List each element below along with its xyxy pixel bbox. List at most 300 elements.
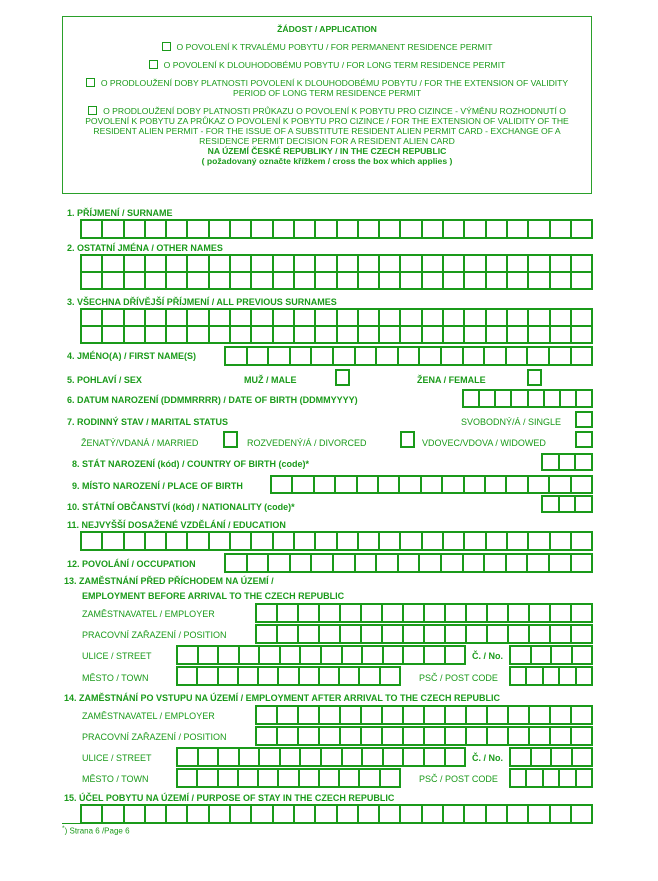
- character-cell[interactable]: [82, 221, 103, 237]
- character-cell[interactable]: [532, 647, 553, 663]
- character-cell[interactable]: [146, 533, 167, 549]
- character-cell[interactable]: [167, 327, 188, 342]
- character-cell[interactable]: [257, 728, 278, 744]
- character-cell[interactable]: [380, 327, 401, 342]
- character-cell[interactable]: [401, 273, 422, 288]
- character-cell[interactable]: [103, 327, 124, 342]
- character-cell[interactable]: [359, 221, 380, 237]
- character-cell[interactable]: [210, 273, 231, 288]
- character-cell[interactable]: [509, 626, 530, 642]
- character-cell[interactable]: [404, 728, 425, 744]
- character-cell[interactable]: [188, 327, 209, 342]
- character-cell[interactable]: [465, 477, 486, 492]
- character-cell[interactable]: [444, 310, 465, 325]
- character-cell[interactable]: [338, 221, 359, 237]
- character-cell[interactable]: [146, 221, 167, 237]
- character-cell[interactable]: [336, 477, 357, 492]
- character-cell[interactable]: [291, 555, 313, 571]
- character-cell[interactable]: [338, 310, 359, 325]
- character-cell[interactable]: [210, 533, 231, 549]
- character-cell[interactable]: [423, 273, 444, 288]
- character-cell[interactable]: [210, 221, 231, 237]
- date-of-birth-cells[interactable]: [462, 389, 593, 408]
- character-cell[interactable]: [301, 749, 322, 765]
- character-cell[interactable]: [487, 310, 508, 325]
- character-cell[interactable]: [231, 273, 252, 288]
- character-cell[interactable]: [125, 806, 146, 822]
- character-cell[interactable]: [464, 348, 486, 364]
- character-cell[interactable]: [231, 221, 252, 237]
- character-cell[interactable]: [274, 806, 295, 822]
- character-cell[interactable]: [315, 477, 336, 492]
- character-cell[interactable]: [188, 533, 209, 549]
- character-cell[interactable]: [167, 533, 188, 549]
- character-cell[interactable]: [551, 533, 572, 549]
- character-cell[interactable]: [529, 273, 550, 288]
- character-cell[interactable]: [551, 327, 572, 342]
- checkbox-icon[interactable]: [149, 60, 158, 69]
- character-cell[interactable]: [465, 221, 486, 237]
- nationality-cells[interactable]: [541, 495, 593, 513]
- character-cell[interactable]: [178, 647, 199, 663]
- character-cell[interactable]: [338, 327, 359, 342]
- character-cell[interactable]: [167, 806, 188, 822]
- character-cell[interactable]: [316, 221, 337, 237]
- character-cell[interactable]: [103, 221, 124, 237]
- character-cell[interactable]: [252, 533, 273, 549]
- character-cell[interactable]: [485, 555, 507, 571]
- character-cell[interactable]: [338, 533, 359, 549]
- character-cell[interactable]: [210, 310, 231, 325]
- character-cell[interactable]: [572, 221, 591, 237]
- character-cell[interactable]: [316, 327, 337, 342]
- character-cell[interactable]: [231, 256, 252, 271]
- character-cell[interactable]: [167, 256, 188, 271]
- character-cell[interactable]: [274, 310, 295, 325]
- character-cell[interactable]: [383, 605, 404, 621]
- character-cell[interactable]: [320, 728, 341, 744]
- character-cell[interactable]: [444, 806, 465, 822]
- character-cell[interactable]: [274, 327, 295, 342]
- character-cell[interactable]: [363, 647, 384, 663]
- option-extension-long-term[interactable]: O PRODLOUŽENÍ DOBY PLATNOSTI POVOLENÍ K DLOUHODOBÉMU POBYTU / FOR THE EXTENSION OF VALIDITY: [67, 78, 587, 88]
- character-cell[interactable]: [551, 221, 572, 237]
- character-cell[interactable]: [299, 728, 320, 744]
- divorced-checkbox[interactable]: [400, 431, 415, 448]
- character-cell[interactable]: [529, 221, 550, 237]
- position-cells-after[interactable]: [255, 726, 593, 746]
- character-cell[interactable]: [467, 626, 488, 642]
- character-cell[interactable]: [572, 310, 591, 325]
- character-cell[interactable]: [322, 647, 343, 663]
- character-cell[interactable]: [573, 749, 592, 765]
- married-checkbox[interactable]: [223, 431, 238, 448]
- character-cell[interactable]: [291, 348, 313, 364]
- character-cell[interactable]: [198, 668, 218, 684]
- character-cell[interactable]: [360, 668, 380, 684]
- character-cell[interactable]: [219, 770, 239, 786]
- character-cell[interactable]: [422, 477, 443, 492]
- character-cell[interactable]: [508, 256, 529, 271]
- character-cell[interactable]: [341, 605, 362, 621]
- character-cell[interactable]: [425, 626, 446, 642]
- character-cell[interactable]: [240, 749, 261, 765]
- character-cell[interactable]: [334, 348, 356, 364]
- checkbox-icon[interactable]: [88, 106, 97, 115]
- character-cell[interactable]: [340, 770, 360, 786]
- character-cell[interactable]: [257, 707, 278, 723]
- character-cell[interactable]: [487, 221, 508, 237]
- character-cell[interactable]: [295, 273, 316, 288]
- first-names-cells[interactable]: [224, 346, 593, 366]
- character-cell[interactable]: [508, 221, 529, 237]
- character-cell[interactable]: [299, 605, 320, 621]
- character-cell[interactable]: [487, 327, 508, 342]
- character-cell[interactable]: [269, 348, 291, 364]
- character-cell[interactable]: [529, 533, 550, 549]
- character-cell[interactable]: [485, 348, 507, 364]
- character-cell[interactable]: [560, 770, 576, 786]
- character-cell[interactable]: [341, 626, 362, 642]
- character-cell[interactable]: [528, 348, 550, 364]
- character-cell[interactable]: [293, 477, 314, 492]
- character-cell[interactable]: [146, 256, 167, 271]
- character-cell[interactable]: [560, 497, 577, 511]
- character-cell[interactable]: [572, 327, 591, 342]
- character-cell[interactable]: [550, 348, 572, 364]
- character-cell[interactable]: [572, 533, 591, 549]
- character-cell[interactable]: [178, 749, 199, 765]
- position-cells-before[interactable]: [255, 624, 593, 644]
- character-cell[interactable]: [381, 770, 399, 786]
- character-cell[interactable]: [343, 749, 364, 765]
- street-cells-after[interactable]: [176, 747, 466, 767]
- character-cell[interactable]: [362, 728, 383, 744]
- character-cell[interactable]: [423, 221, 444, 237]
- character-cell[interactable]: [425, 728, 446, 744]
- character-cell[interactable]: [404, 605, 425, 621]
- character-cell[interactable]: [384, 749, 405, 765]
- character-cell[interactable]: [272, 477, 293, 492]
- character-cell[interactable]: [560, 455, 577, 469]
- character-cell[interactable]: [465, 256, 486, 271]
- character-cell[interactable]: [167, 310, 188, 325]
- character-cell[interactable]: [103, 310, 124, 325]
- character-cell[interactable]: [103, 273, 124, 288]
- character-cell[interactable]: [383, 707, 404, 723]
- character-cell[interactable]: [278, 626, 299, 642]
- character-cell[interactable]: [278, 707, 299, 723]
- character-cell[interactable]: [550, 555, 572, 571]
- character-cell[interactable]: [226, 555, 248, 571]
- character-cell[interactable]: [231, 806, 252, 822]
- character-cell[interactable]: [573, 647, 592, 663]
- character-cell[interactable]: [295, 221, 316, 237]
- character-cell[interactable]: [341, 728, 362, 744]
- character-cell[interactable]: [572, 728, 591, 744]
- character-cell[interactable]: [257, 626, 278, 642]
- male-checkbox[interactable]: [335, 369, 350, 386]
- character-cell[interactable]: [577, 770, 591, 786]
- education-cells[interactable]: [80, 531, 593, 551]
- character-cell[interactable]: [384, 647, 405, 663]
- character-cell[interactable]: [577, 668, 591, 684]
- character-cell[interactable]: [188, 273, 209, 288]
- character-cell[interactable]: [338, 273, 359, 288]
- character-cell[interactable]: [295, 806, 316, 822]
- character-cell[interactable]: [188, 310, 209, 325]
- character-cell[interactable]: [404, 626, 425, 642]
- character-cell[interactable]: [529, 256, 550, 271]
- character-cell[interactable]: [188, 256, 209, 271]
- character-cell[interactable]: [281, 749, 302, 765]
- character-cell[interactable]: [125, 273, 146, 288]
- character-cell[interactable]: [82, 327, 103, 342]
- town-cells-after[interactable]: [176, 768, 401, 788]
- character-cell[interactable]: [252, 256, 273, 271]
- character-cell[interactable]: [316, 806, 337, 822]
- character-cell[interactable]: [552, 749, 573, 765]
- character-cell[interactable]: [425, 707, 446, 723]
- character-cell[interactable]: [82, 310, 103, 325]
- character-cell[interactable]: [404, 707, 425, 723]
- character-cell[interactable]: [496, 391, 512, 406]
- character-cell[interactable]: [252, 273, 273, 288]
- character-cell[interactable]: [125, 327, 146, 342]
- character-cell[interactable]: [551, 626, 572, 642]
- character-cell[interactable]: [576, 455, 591, 469]
- character-cell[interactable]: [188, 221, 209, 237]
- character-cell[interactable]: [550, 477, 571, 492]
- character-cell[interactable]: [199, 647, 220, 663]
- character-cell[interactable]: [443, 477, 464, 492]
- place-of-birth-cells[interactable]: [270, 475, 593, 494]
- character-cell[interactable]: [552, 647, 573, 663]
- character-cell[interactable]: [146, 327, 167, 342]
- character-cell[interactable]: [465, 310, 486, 325]
- character-cell[interactable]: [442, 348, 464, 364]
- character-cell[interactable]: [467, 605, 488, 621]
- character-cell[interactable]: [465, 806, 486, 822]
- character-cell[interactable]: [572, 626, 591, 642]
- character-cell[interactable]: [551, 256, 572, 271]
- character-cell[interactable]: [446, 605, 467, 621]
- character-cell[interactable]: [316, 256, 337, 271]
- character-cell[interactable]: [248, 348, 270, 364]
- character-cell[interactable]: [467, 707, 488, 723]
- character-cell[interactable]: [359, 806, 380, 822]
- character-cell[interactable]: [425, 647, 446, 663]
- character-cell[interactable]: [359, 273, 380, 288]
- character-cell[interactable]: [508, 806, 529, 822]
- character-cell[interactable]: [572, 806, 591, 822]
- character-cell[interactable]: [425, 605, 446, 621]
- character-cell[interactable]: [82, 533, 103, 549]
- character-cell[interactable]: [359, 533, 380, 549]
- character-cell[interactable]: [377, 555, 399, 571]
- character-cell[interactable]: [488, 626, 509, 642]
- character-cell[interactable]: [380, 256, 401, 271]
- character-cell[interactable]: [146, 310, 167, 325]
- employer-cells-after[interactable]: [255, 705, 593, 725]
- option-long-term[interactable]: O POVOLENÍ K DLOUHODOBÉMU POBYTU / FOR LONG TERM RESIDENCE PERMIT: [67, 60, 587, 70]
- character-cell[interactable]: [545, 391, 561, 406]
- character-cell[interactable]: [572, 707, 591, 723]
- character-cell[interactable]: [529, 391, 545, 406]
- character-cell[interactable]: [231, 327, 252, 342]
- character-cell[interactable]: [511, 668, 527, 684]
- character-cell[interactable]: [543, 455, 560, 469]
- character-cell[interactable]: [508, 310, 529, 325]
- character-cell[interactable]: [260, 647, 281, 663]
- character-cell[interactable]: [322, 749, 343, 765]
- character-cell[interactable]: [508, 533, 529, 549]
- postcode-cells-after[interactable]: [509, 768, 593, 788]
- character-cell[interactable]: [257, 605, 278, 621]
- character-cell[interactable]: [239, 770, 259, 786]
- character-cell[interactable]: [278, 605, 299, 621]
- character-cell[interactable]: [464, 391, 480, 406]
- character-cell[interactable]: [269, 555, 291, 571]
- character-cell[interactable]: [320, 668, 340, 684]
- single-checkbox[interactable]: [575, 411, 593, 428]
- character-cell[interactable]: [444, 256, 465, 271]
- character-cell[interactable]: [529, 477, 550, 492]
- character-cell[interactable]: [420, 348, 442, 364]
- character-cell[interactable]: [544, 770, 560, 786]
- character-cell[interactable]: [320, 626, 341, 642]
- character-cell[interactable]: [551, 707, 572, 723]
- character-cell[interactable]: [248, 555, 270, 571]
- character-cell[interactable]: [295, 310, 316, 325]
- character-cell[interactable]: [401, 806, 422, 822]
- character-cell[interactable]: [295, 327, 316, 342]
- character-cell[interactable]: [561, 391, 577, 406]
- character-cell[interactable]: [295, 533, 316, 549]
- character-cell[interactable]: [530, 707, 551, 723]
- other-names-cells-row2[interactable]: [80, 271, 593, 290]
- country-of-birth-cells[interactable]: [541, 453, 593, 471]
- character-cell[interactable]: [239, 668, 259, 684]
- character-cell[interactable]: [125, 221, 146, 237]
- character-cell[interactable]: [188, 806, 209, 822]
- character-cell[interactable]: [358, 477, 379, 492]
- character-cell[interactable]: [572, 477, 591, 492]
- character-cell[interactable]: [551, 605, 572, 621]
- character-cell[interactable]: [487, 533, 508, 549]
- character-cell[interactable]: [338, 806, 359, 822]
- character-cell[interactable]: [480, 391, 496, 406]
- character-cell[interactable]: [446, 749, 465, 765]
- character-cell[interactable]: [444, 221, 465, 237]
- character-cell[interactable]: [488, 707, 509, 723]
- character-cell[interactable]: [300, 770, 320, 786]
- character-cell[interactable]: [442, 555, 464, 571]
- character-cell[interactable]: [572, 273, 591, 288]
- character-cell[interactable]: [572, 256, 591, 271]
- character-cell[interactable]: [301, 647, 322, 663]
- character-cell[interactable]: [465, 533, 486, 549]
- character-cell[interactable]: [359, 310, 380, 325]
- character-cell[interactable]: [146, 273, 167, 288]
- character-cell[interactable]: [423, 310, 444, 325]
- character-cell[interactable]: [530, 728, 551, 744]
- character-cell[interactable]: [198, 770, 218, 786]
- character-cell[interactable]: [279, 770, 299, 786]
- character-cell[interactable]: [167, 273, 188, 288]
- character-cell[interactable]: [551, 728, 572, 744]
- character-cell[interactable]: [82, 256, 103, 271]
- character-cell[interactable]: [362, 626, 383, 642]
- checkbox-icon[interactable]: [162, 42, 171, 51]
- character-cell[interactable]: [320, 707, 341, 723]
- character-cell[interactable]: [103, 256, 124, 271]
- street-cells-before[interactable]: [176, 645, 466, 665]
- character-cell[interactable]: [509, 707, 530, 723]
- character-cell[interactable]: [279, 668, 299, 684]
- character-cell[interactable]: [380, 533, 401, 549]
- character-cell[interactable]: [178, 770, 198, 786]
- character-cell[interactable]: [487, 273, 508, 288]
- character-cell[interactable]: [551, 310, 572, 325]
- character-cell[interactable]: [316, 273, 337, 288]
- character-cell[interactable]: [252, 310, 273, 325]
- character-cell[interactable]: [356, 348, 378, 364]
- character-cell[interactable]: [423, 256, 444, 271]
- character-cell[interactable]: [509, 605, 530, 621]
- character-cell[interactable]: [532, 749, 553, 765]
- character-cell[interactable]: [401, 256, 422, 271]
- character-cell[interactable]: [379, 477, 400, 492]
- character-cell[interactable]: [511, 770, 527, 786]
- character-cell[interactable]: [404, 647, 425, 663]
- character-cell[interactable]: [231, 310, 252, 325]
- character-cell[interactable]: [299, 626, 320, 642]
- character-cell[interactable]: [420, 555, 442, 571]
- character-cell[interactable]: [446, 707, 467, 723]
- character-cell[interactable]: [359, 256, 380, 271]
- character-cell[interactable]: [240, 647, 261, 663]
- character-cell[interactable]: [543, 497, 560, 511]
- character-cell[interactable]: [219, 668, 239, 684]
- character-cell[interactable]: [380, 806, 401, 822]
- character-cell[interactable]: [488, 728, 509, 744]
- character-cell[interactable]: [377, 348, 399, 364]
- number-cells-before[interactable]: [509, 645, 593, 665]
- character-cell[interactable]: [380, 221, 401, 237]
- character-cell[interactable]: [362, 707, 383, 723]
- character-cell[interactable]: [178, 668, 198, 684]
- character-cell[interactable]: [467, 728, 488, 744]
- character-cell[interactable]: [210, 806, 231, 822]
- character-cell[interactable]: [274, 221, 295, 237]
- character-cell[interactable]: [401, 327, 422, 342]
- character-cell[interactable]: [465, 327, 486, 342]
- character-cell[interactable]: [274, 273, 295, 288]
- character-cell[interactable]: [530, 626, 551, 642]
- character-cell[interactable]: [507, 477, 528, 492]
- character-cell[interactable]: [82, 806, 103, 822]
- character-cell[interactable]: [401, 533, 422, 549]
- character-cell[interactable]: [444, 533, 465, 549]
- character-cell[interactable]: [274, 256, 295, 271]
- employer-cells-before[interactable]: [255, 603, 593, 623]
- character-cell[interactable]: [423, 533, 444, 549]
- character-cell[interactable]: [320, 605, 341, 621]
- character-cell[interactable]: [300, 668, 320, 684]
- character-cell[interactable]: [316, 533, 337, 549]
- character-cell[interactable]: [399, 555, 421, 571]
